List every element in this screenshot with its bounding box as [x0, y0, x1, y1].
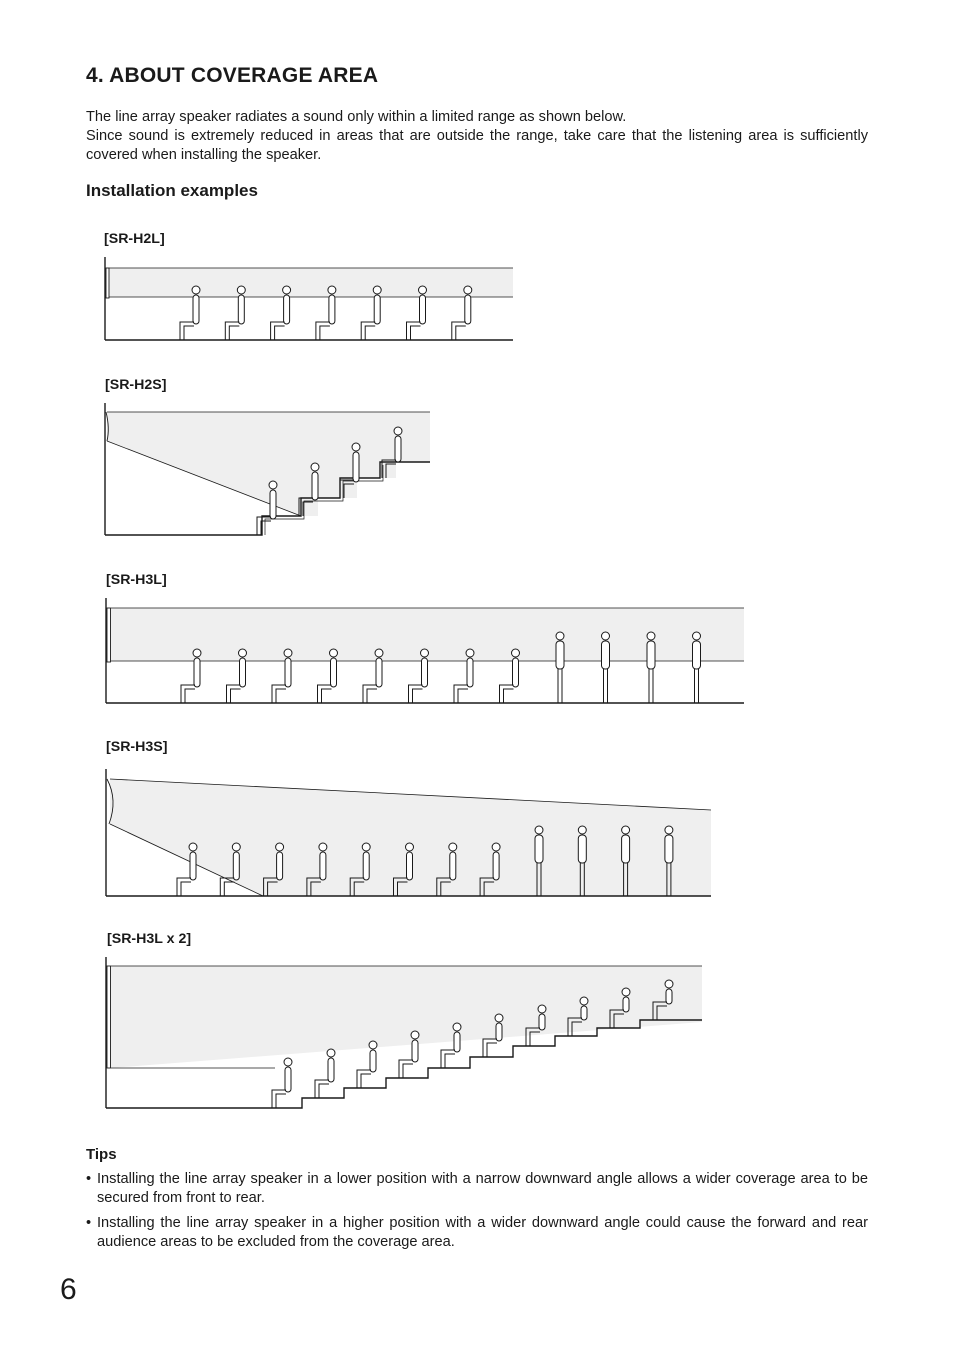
diagram-label-sr-h2l: [SR-H2L]	[104, 231, 165, 247]
diagram-sr-h2l	[105, 257, 513, 340]
diagram-sr-h3l	[106, 598, 744, 703]
diagram-label-sr-h3l-x2: [SR-H3L x 2]	[107, 931, 192, 947]
tips-title: Tips	[86, 1146, 117, 1163]
installation-examples-heading: Installation examples	[86, 181, 258, 200]
diagram-sr-h2s	[105, 403, 430, 535]
standing-person-icon	[602, 632, 610, 703]
intro-line-1: The line array speaker radiates a sound only within a limited range as shown below.	[86, 109, 627, 125]
speaker-icon	[107, 966, 111, 1068]
standing-person-icon	[693, 632, 701, 703]
page-number: 6	[60, 1273, 77, 1306]
diagram-label-sr-h3s: [SR-H3S]	[106, 739, 168, 755]
diagram-label-sr-h2s: [SR-H2S]	[105, 377, 167, 393]
tip-text: Installing the line array speaker in a lower position with a narrow downward angle allows a wider coverage area to be secured from front to rear.	[97, 1171, 868, 1206]
section-title: 4. ABOUT COVERAGE AREA	[86, 64, 379, 87]
tips-list	[86, 1170, 868, 1258]
seated-person-icon	[315, 1049, 335, 1098]
tip-item	[86, 1170, 868, 1208]
bullet: •	[86, 1215, 92, 1231]
speaker-icon	[107, 608, 111, 662]
bullet: •	[86, 1171, 92, 1187]
standing-person-icon	[647, 632, 655, 703]
diagram-sr-h3l-x2	[106, 957, 702, 1108]
diagram-sr-h3s	[106, 769, 711, 896]
tip-item	[86, 1214, 868, 1252]
diagram-label-sr-h3l: [SR-H3L]	[106, 572, 167, 588]
seated-person-icon	[272, 1058, 292, 1108]
tip-text: Installing the line array speaker in a higher position with a wider downward angle could cause the forward and rear audience areas to be excluded from the coverage area.	[97, 1215, 868, 1250]
speaker-icon	[106, 268, 109, 298]
standing-person-icon	[556, 632, 564, 703]
intro-line-2: Since sound is extremely reduced in areas that are outside the range, take care that the listening area is sufficiently covered when installing the speaker.	[86, 128, 868, 163]
